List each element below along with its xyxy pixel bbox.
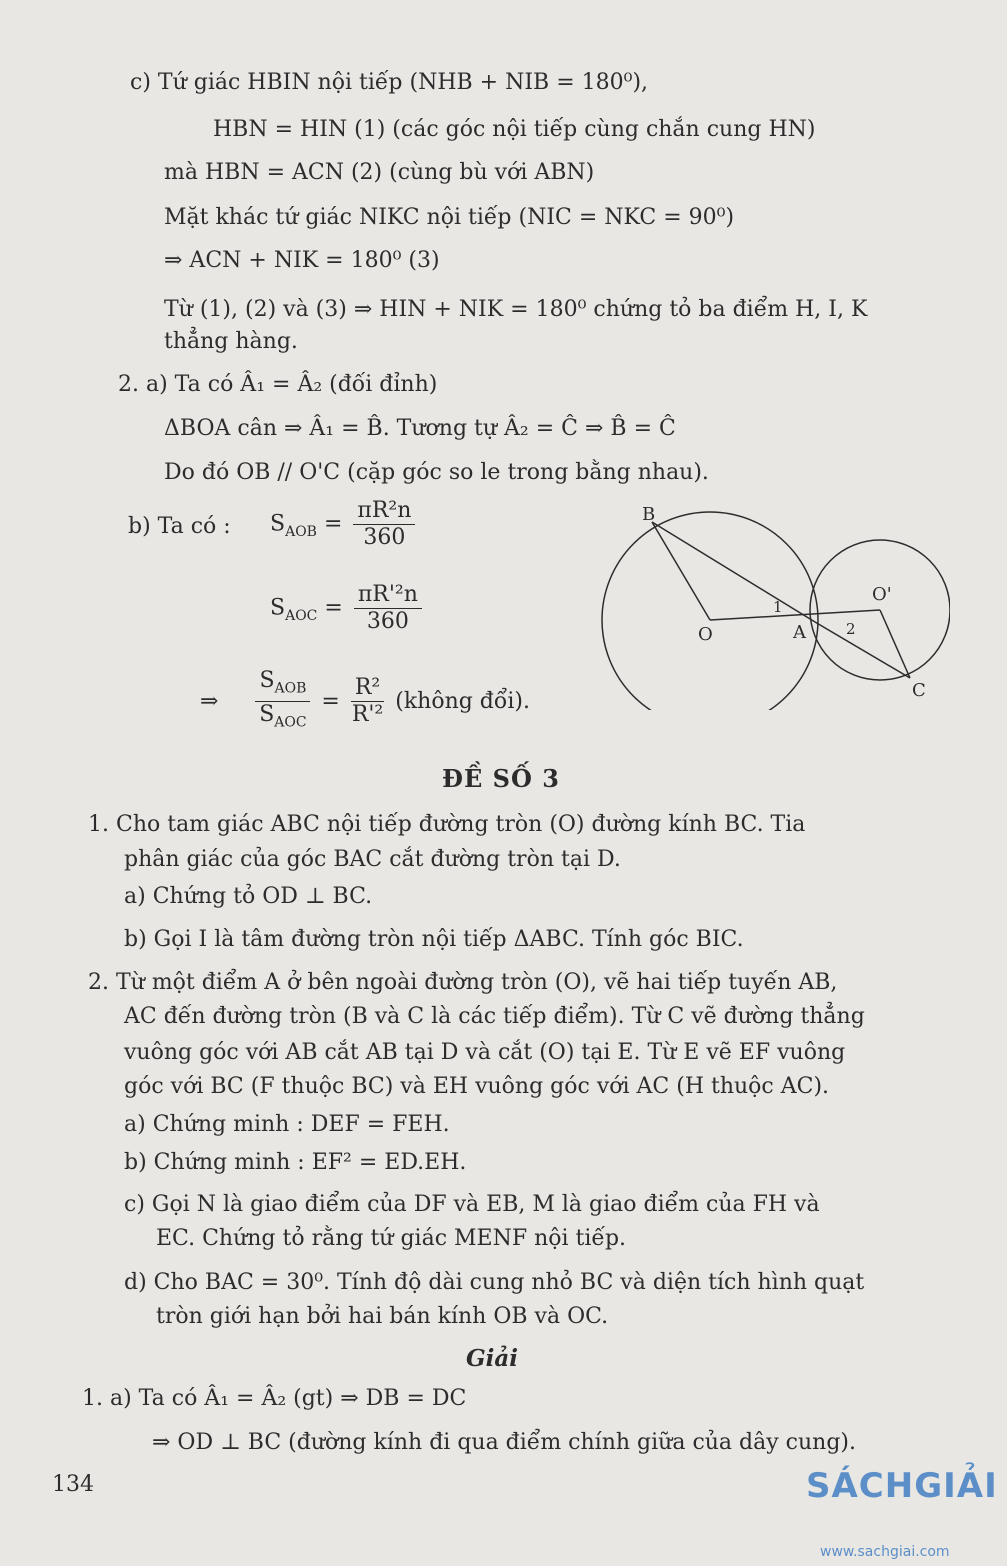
- text-line: HBN = HIN (1) (các góc nội tiếp cùng chắn cung HN): [213, 117, 816, 142]
- section-title: ĐỀ SỐ 3: [442, 764, 560, 793]
- watermark-brand: SÁCHGIẢI: [806, 1466, 998, 1506]
- segment-bo: [652, 522, 710, 620]
- text-line: c) Gọi N là giao điểm của DF và EB, M là giao điểm của FH và: [124, 1192, 820, 1217]
- two-circles-figure: [590, 500, 950, 710]
- segment-ac: [815, 622, 910, 678]
- text-line: a) Chứng minh : DEF = FEH.: [124, 1112, 450, 1137]
- text-line: mà HBN = ACN (2) (cùng bù với ABN): [164, 160, 595, 185]
- text-line: b) Chứng minh : EF² = ED.EH.: [124, 1150, 467, 1175]
- text-line: d) Cho BAC = 30⁰. Tính độ dài cung nhỏ BC và diện tích hình quạt: [124, 1270, 865, 1295]
- label-b: B: [642, 504, 656, 525]
- text-line: c) Tứ giác HBIN nội tiếp (NHB + NIB = 180⁰),: [130, 70, 649, 95]
- label-o: O: [698, 624, 713, 645]
- text-line: vuông góc với AB cắt AB tại D và cắt (O) tại E. Từ E vẽ EF vuông: [124, 1040, 846, 1065]
- label-a: A: [793, 622, 806, 643]
- text-line: b) Ta có :: [128, 514, 231, 539]
- text-line: góc với BC (F thuộc BC) và EH vuông góc với AC (H thuộc AC).: [124, 1074, 830, 1099]
- text-line: AC đến đường tròn (B và C là các tiếp điểm). Từ C vẽ đường thẳng: [124, 1004, 865, 1029]
- text-line: ⇒ OD ⊥ BC (đường kính đi qua điểm chính giữa của dây cung).: [152, 1430, 856, 1455]
- label-angle-2: 2: [846, 620, 856, 638]
- watermark-url: www.sachgiai.com: [820, 1544, 950, 1560]
- segment-ba: [652, 522, 815, 622]
- label-o-prime: O': [872, 584, 892, 605]
- text-line: Mặt khác tứ giác NIKC nội tiếp (NIC = NKC = 90⁰): [164, 205, 735, 230]
- text-line: thẳng hàng.: [164, 329, 298, 354]
- text-line: ⇒ ACN + NIK = 180⁰ (3): [164, 248, 440, 273]
- text-line: 1. Cho tam giác ABC nội tiếp đường tròn (O) đường kính BC. Tia: [88, 812, 806, 837]
- text-line: Từ (1), (2) và (3) ⇒ HIN + NIK = 180⁰ chứng tỏ ba điểm H, I, K: [164, 297, 868, 322]
- page-number: 134: [52, 1472, 94, 1497]
- text-line: b) Gọi I là tâm đường tròn nội tiếp ΔABC. Tính góc BIC.: [124, 927, 744, 952]
- text-line: phân giác của góc BAC cắt đường tròn tại D.: [124, 847, 621, 872]
- text-line: 2. Từ một điểm A ở bên ngoài đường tròn (O), vẽ hai tiếp tuyến AB,: [88, 970, 838, 995]
- formula-s-aoc: $S_{AOC}$ = $\frac{\text{πR'²n}}{360}$: [270, 582, 426, 635]
- segment-o-prime-c: [880, 610, 910, 678]
- label-c: C: [912, 680, 926, 701]
- segment-oo-prime: [710, 610, 880, 620]
- text-line: a) Chứng tỏ OD ⊥ BC.: [124, 884, 373, 909]
- text-line: EC. Chứng tỏ rằng tứ giác MENF nội tiếp.: [156, 1226, 627, 1251]
- formula-ratio: ⇒ $\frac{S_{AOB}}{S_{AOC}}$ = $\frac{\text{R²}}{\text{R'²}}$ (không đổi).: [200, 668, 530, 731]
- text-line: ΔBOA cân ⇒ Â₁ = B̂. Tương tự Â₂ = Ĉ ⇒ B̂ = Ĉ: [164, 416, 676, 441]
- solution-heading: Giải: [466, 1345, 519, 1372]
- text-line: tròn giới hạn bởi hai bán kính OB và OC.: [156, 1304, 609, 1329]
- label-angle-1: 1: [773, 598, 783, 616]
- watermark-logo: [806, 1466, 998, 1560]
- text-line: Do đó OB // O'C (cặp góc so le trong bằng nhau).: [164, 460, 709, 485]
- formula-s-aob: $S_{AOB}$ = $\frac{\text{πR²n}}{360}$: [270, 498, 419, 551]
- text-line: 1. a) Ta có Â₁ = Â₂ (gt) ⇒ DB = DC: [82, 1386, 467, 1411]
- circle-o: [602, 512, 818, 710]
- text-line: 2. a) Ta có Â₁ = Â₂ (đối đỉnh): [118, 372, 438, 397]
